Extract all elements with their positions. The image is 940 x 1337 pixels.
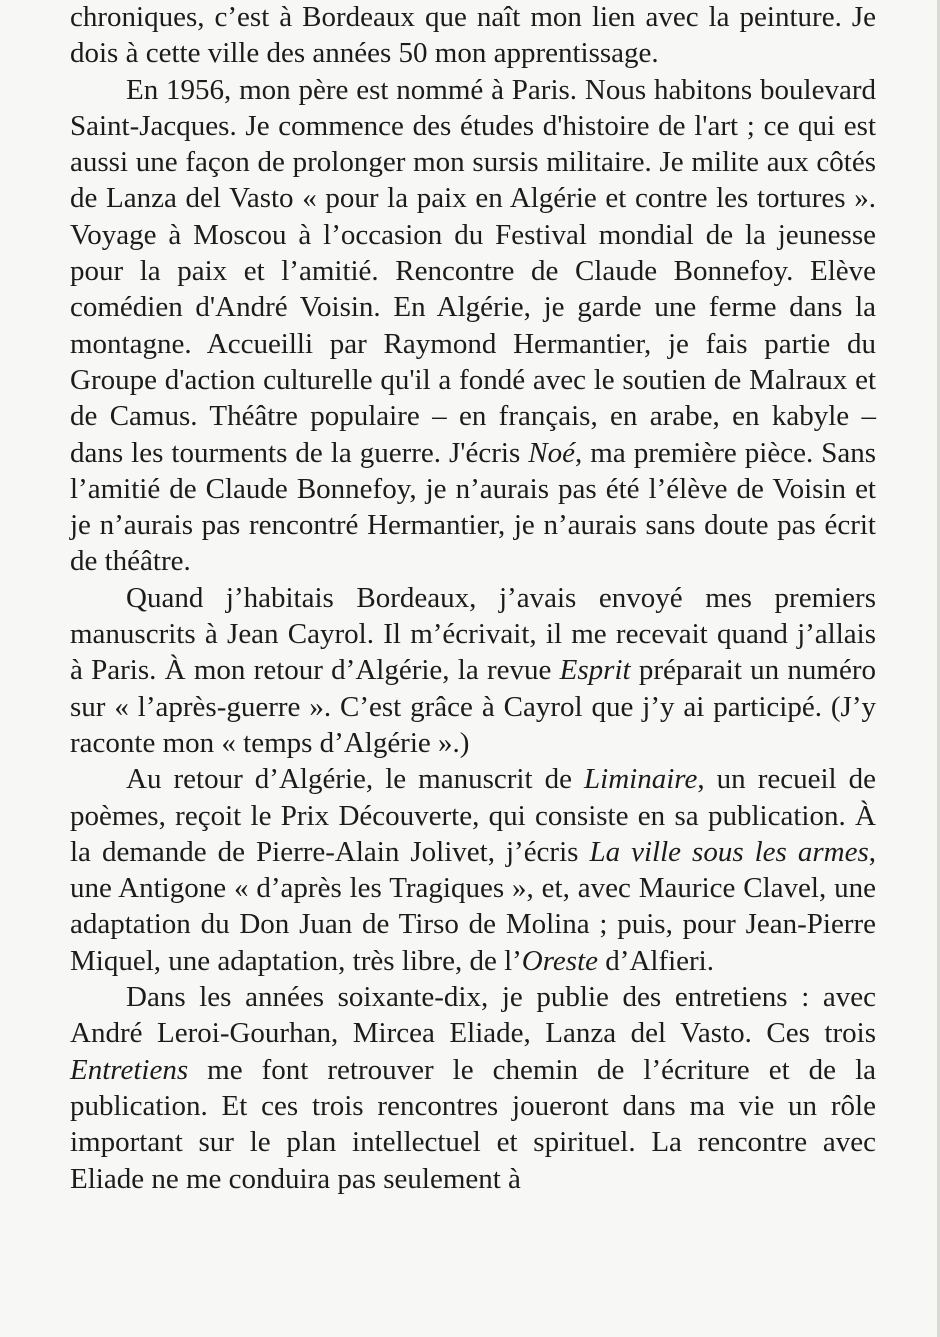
- text-run: Quand j’habitais Bordeaux, j’avais envoyé mes premiers manuscrits à Jean Cayrol. Il m’écrivait, il me recevait quand j’allais à Paris. À mon retour d’Algérie, la revue: [70, 581, 876, 687]
- paragraph-2: [70, 72, 876, 580]
- text-run: Au retour d’Algérie, le manuscrit de: [126, 763, 585, 796]
- italic-title: Esprit: [559, 654, 631, 687]
- italic-title: Entretiens: [70, 1053, 189, 1086]
- text-run: d’Alfieri.: [598, 944, 714, 977]
- text-run: me font retrouver le chemin de l’écriture et de la publication. Et ces trois rencontres joueront dans ma vie un rôle important sur le plan intellectuel et spirituel. La rencontre avec Eliade ne me conduira pas seulement à: [70, 1053, 876, 1195]
- text-run: En 1956, mon père est nommé à Paris. Nous habitons boulevard Saint-Jacques. Je commence des études d'histoire de l'art ; ce qui est aussi une façon de prolonger mon sursis militaire. Je milite aux côtés de Lanza del Vasto « pour la paix en Algérie et contre les tortures ». Voyage à Moscou à l’occasion du Festival mondial de la jeunesse pour la paix et l’amitié. Rencontre de Claude Bonnefoy. Elève comédien d'André Voisin. En Algérie, je garde une ferme dans la montagne. Accueilli par Raymond Hermantier, je fais partie du Groupe d'action culturelle qu'il a fondé avec le soutien de Malraux et de Camus. Théâtre populaire – en français, en arabe, en kabyle – dans les tourments de la guerre. J'écris: [70, 73, 876, 469]
- paragraph-1: [70, 0, 876, 72]
- paragraph-4: [70, 761, 876, 979]
- text-run: , une Antigone « d’après les Tragiques », et, avec Maurice Clavel, une adaptation du Don Juan de Tirso de Molina ; puis, pour Jean-Pierre Miquel, une adaptation, très libre, de l’: [70, 835, 876, 977]
- text-run: Dans les années soixante-dix, je publie des entretiens : avec André Leroi-Gourhan, Mircea Eliade, Lanza del Vasto. Ces trois: [70, 981, 876, 1050]
- text-body: [70, 0, 876, 1197]
- italic-title: Liminaire: [584, 763, 698, 796]
- text-run: chroniques, c’est à Bordeaux que naît mon lien avec la peinture. Je dois à cette ville des années 50 mon apprentissage.: [70, 1, 876, 70]
- italic-title: La ville sous les armes: [589, 835, 869, 868]
- text-run: , ma première pièce. Sans l’amitié de Claude Bonnefoy, je n’aurais pas été l’élève de Voisin et je n’aurais pas rencontré Hermantier, je n’aurais sans doute pas écrit de théâtre.: [70, 436, 876, 578]
- italic-title: Noé: [528, 436, 576, 469]
- text-run: préparait un numéro sur « l’après-guerre ». C’est grâce à Cayrol que j’y ai participé. (J’y raconte mon « temps d’Algérie ».): [70, 654, 876, 759]
- italic-title: Oreste: [521, 944, 599, 977]
- paragraph-5: [70, 979, 876, 1197]
- paragraph-3: [70, 580, 876, 761]
- text-run: , un recueil de poèmes, reçoit le Prix Découverte, qui consiste en sa publication. À la demande de Pierre-Alain Jolivet, j’écris: [70, 763, 876, 868]
